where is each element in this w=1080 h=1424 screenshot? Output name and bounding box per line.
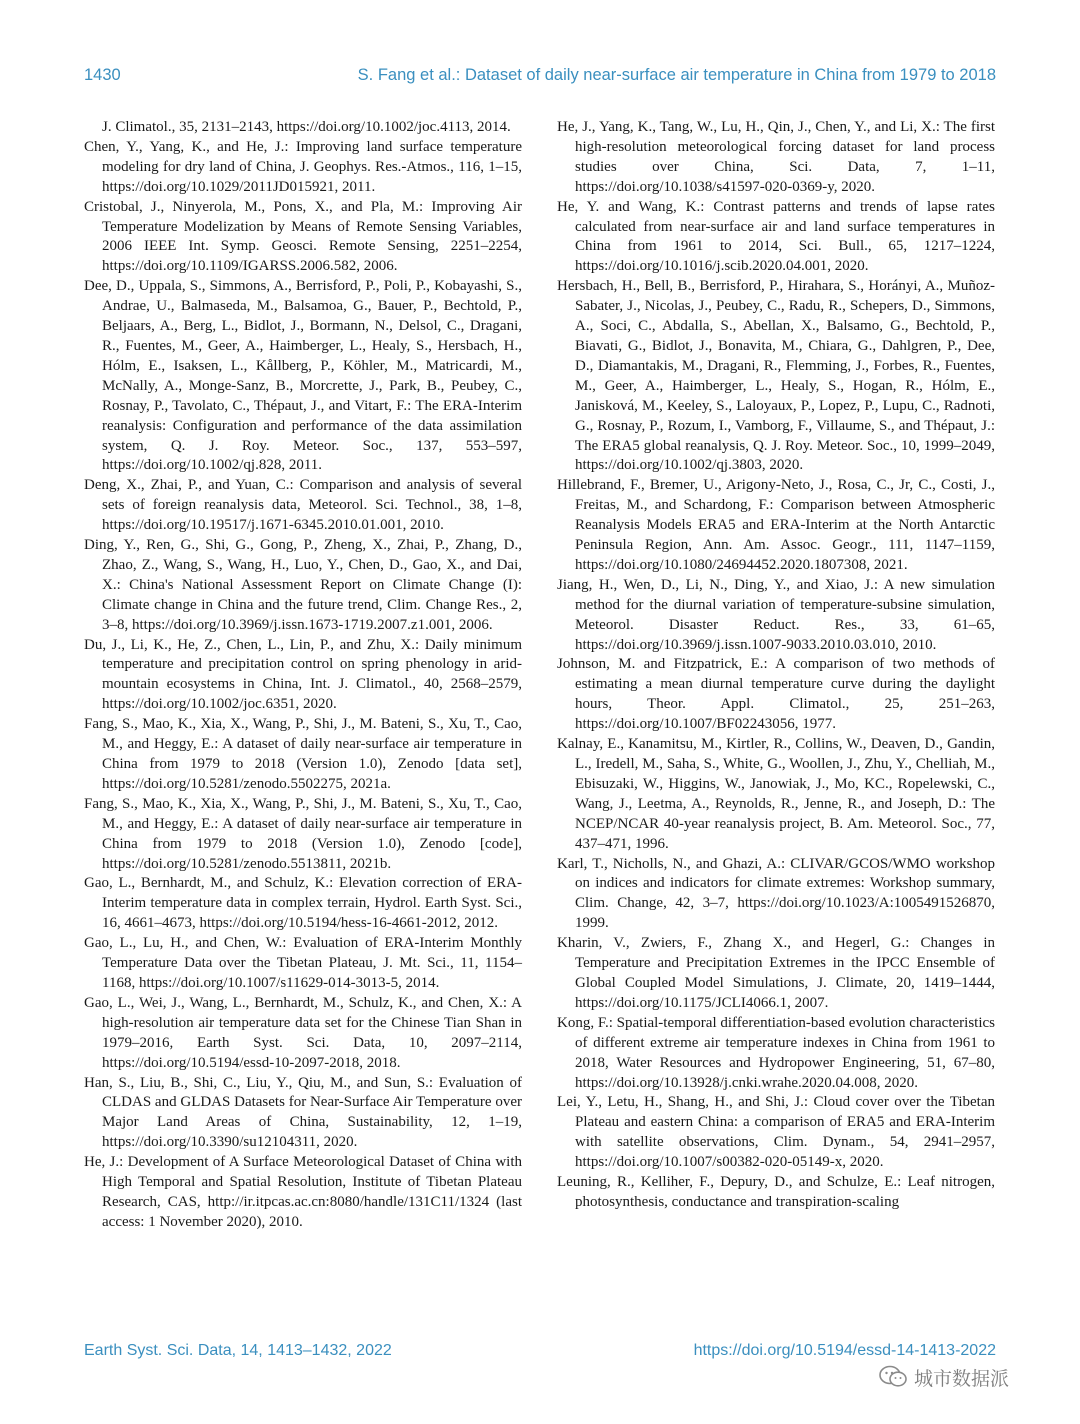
reference-entry: J. Climatol., 35, 2131–2143, https://doi.org/10.1002/joc.4113, 2014. bbox=[102, 119, 511, 135]
running-title: S. Fang et al.: Dataset of daily near-surface air temperature in China from 1979 to 2018 bbox=[357, 66, 996, 84]
reference-entry: Chen, Y., Yang, K., and He, J.: Improving land surface temperature modeling for dry land of China, J. Geophys. Res.-Atmos., 116, 1–15, https://doi.org/10.1029/2011JD015921, 2011. bbox=[84, 138, 522, 195]
reference-entry: Han, S., Liu, B., Shi, C., Liu, Y., Qiu, M., and Sun, S.: Evaluation of CLDAS and GLDAS Datasets for Near-Surface Air Temperature over Major Land Areas of China, Sustainability, 12, 1–19, https://doi.org/10.3390/su12104311, 2020. bbox=[84, 1074, 522, 1151]
reference-entry: Kong, F.: Spatial-temporal differentiation-based evolution characteristics of different extreme air temperature indexes in China from 1961 to 2018, Water Resources and Hydropower Engineering, 51, 67–80, https://doi.org/10.13928/j.cnki.wrahe.2020.04.008, 2020. bbox=[557, 1014, 995, 1091]
reference-entry: Karl, T., Nicholls, N., and Ghazi, A.: CLIVAR/GCOS/WMO workshop on indices and indicators for climate extremes: Workshop summary, Clim. Change, 42, 3–7, https://doi.org/10.1023/A:1005491526870, 1999. bbox=[557, 855, 995, 932]
page-header bbox=[84, 66, 996, 92]
reference-entry: Gao, L., Wei, J., Wang, L., Bernhardt, M., Schulz, K., and Chen, X.: A high-resolution air temperature data set for the Chinese Tian Shan in 1979–2016, Earth Syst. Sci. Data, 10, 2097–2114, https://doi.org/10.5194/essd-10-2097-2018, 2018. bbox=[84, 994, 522, 1071]
watermark bbox=[878, 1362, 1009, 1392]
reference-entry: He, J., Yang, K., Tang, W., Lu, H., Qin, J., Chen, Y., and Li, X.: The first high-resolution meteorological forcing dataset for land process studies over China, Sci. Data, 7, 1–11, https://doi.org/10.1038/s41597-020-0369-y, 2020. bbox=[557, 119, 995, 195]
left-reference-column bbox=[84, 118, 522, 1233]
watermark-text: 城市数据派 bbox=[914, 1367, 1010, 1390]
reference-entry: He, Y. and Wang, K.: Contrast patterns and trends of lapse rates calculated from near-surface air and land surface temperatures in China from 1961 to 2014, Sci. Bull., 65, 1217–1224, https://doi.org/10.1016/j.scib.2020.04.001, 2020. bbox=[557, 198, 995, 275]
page-footer bbox=[84, 1342, 996, 1364]
reference-entry: Du, J., Li, K., He, Z., Chen, L., Lin, P., and Zhu, X.: Daily minimum temperature and precipitation control on spring phenology in arid-mountain ecosystems in China, Int. J. Climatol., 40, 2568–2579, https://doi.org/10.1002/joc.6351, 2020. bbox=[84, 636, 522, 713]
reference-entry: Kharin, V., Zwiers, F., Zhang X., and Hegerl, G.: Changes in Temperature and Precipitation Extremes in the IPCC Ensemble of Global Coupled Model Simulations, J. Climate, 20, 1419–1444, https://doi.org/10.1175/JCLI4066.1, 2007. bbox=[557, 935, 995, 1011]
reference-entry: Hillebrand, F., Bremer, U., Arigony-Neto, J., Rosa, C., Jr, C., Costi, J., Freitas, M., and Schardong, F.: Comparison between Atmospheric Reanalysis Models ERA5 and ERA-Interim at the North Antarctic Peninsula Region, Ann. Am. Assoc. Geogr., 111, 1147–1159, https://doi.org/10.1080/24694452.2020.1807308, 2021. bbox=[557, 477, 995, 573]
right-reference-column bbox=[557, 118, 995, 1213]
reference-entry: Dee, D., Uppala, S., Simmons, A., Berrisford, P., Poli, P., Kobayashi, S., Andrae, U., Balmaseda, M., Balsamoa, G., Bauer, P., Bechtold, P., Beljaars, A., Berg, L., Bidlot, J., Bormann, N., Delsol, C., Dragani, R., Fuentes, M., Geer, A., Haimberger, L., Healy, S., Hersbach, H., Hólm, E., Isaksen, L., Kållberg, P., Köhler, M., Matricardi, M., McNally, A., Monge-Sanz, B., Morcrette, J., Park, B., Peubey, C., Rosnay, P., Tavolato, C., Thépaut, J., and Vitart, F.: The ERA-Interim reanalysis: Configuration and performance of the data assimilation system, Q. J. Roy. Meteor. Soc., 137, 553–597, https://doi.org/10.1002/qj.828, 2011. bbox=[84, 278, 522, 474]
reference-entry: Hersbach, H., Bell, B., Berrisford, P., Hirahara, S., Horányi, A., Muñoz-Sabater, J., Nicolas, J., Peubey, C., Radu, R., Schepers, D., Simmons, A., Soci, C., Abdalla, S., Abellan, X., Balsamo, G., Bechtold, P., Biavati, G., Bidlot, J., Bonavita, M., Chiara, G., Dahlgren, P., Dee, D., Diamantakis, M., Dragani, R., Flemming, J., Forbes, R., Fuentes, M., Geer, A., Haimberger, L., Healy, S., Hogan, R., Hólm, E., Janisková, M., Keeley, S., Laloyaux, P., Lopez, P., Lupu, C., Radnoti, G., Rosnay, P., Rozum, I., Vamborg, F., Villaume, S., and Thépaut, J.: The ERA5 global reanalysis, Q. J. Roy. Meteor. Soc., 10, 1999–2049, https://doi.org/10.1002/qj.3803, 2020. bbox=[557, 278, 995, 474]
article-doi-link[interactable]: https://doi.org/10.5194/essd-14-1413-2022 bbox=[693, 1342, 996, 1359]
reference-entry: Ding, Y., Ren, G., Shi, G., Gong, P., Zheng, X., Zhai, P., Zhang, D., Zhao, Z., Wang, S., Wang, H., Luo, Y., Chen, D., Gao, X., and Dai, X.: China's National Assessment Report on Climate Change (I): Climate change in China and the future trend, Clim. Change Res., 2, 3–8, https://doi.org/10.3969/j.issn.1673-1719.2007.z1.001, 2006. bbox=[84, 537, 522, 633]
reference-entry: Lei, Y., Letu, H., Shang, H., and Shi, J.: Cloud cover over the Tibetan Plateau and eastern China: a comparison of ERA5 and ERA-Interim with satellite observations, Clim. Dynam., 54, 2941–2957, https://doi.org/10.1007/s00382-020-05149-x, 2020. bbox=[557, 1094, 995, 1171]
reference-entry: Gao, L., Lu, H., and Chen, W.: Evaluation of ERA-Interim Monthly Temperature Data over the Tibetan Plateau, J. Mt. Sci., 11, 1154–1168, https://doi.org/10.1007/s11629-014-3013-5, 2014. bbox=[84, 935, 522, 991]
reference-entry: Kalnay, E., Kanamitsu, M., Kirtler, R., Collins, W., Deaven, D., Gandin, L., Iredell, M., Saha, S., White, G., Woollen, J., Zhu, Y., Chelliah, M., Ebisuzaki, W., Higgins, W., Janowiak, J., Mo, KC., Ropelewski, C., Wang, J., Leetma, A., Reynolds, R., Jenne, R., and Joseph, D.: The NCEP/NCAR 40-year reanalysis project, B. Am. Meteorol. Soc., 77, 437–471, 1996. bbox=[557, 736, 995, 852]
journal-citation: Earth Syst. Sci. Data, 14, 1413–1432, 2022 bbox=[84, 1342, 392, 1359]
reference-entry: Fang, S., Mao, K., Xia, X., Wang, P., Shi, J., M. Bateni, S., Xu, T., Cao, M., and Heggy, E.: A dataset of daily near-surface air temperature in China from 1979 to 2018 (Version 1.0), Zenodo [code], https://doi.org/10.5281/zenodo.5513811, 2021b. bbox=[84, 795, 522, 872]
reference-entry: Jiang, H., Wen, D., Li, N., Ding, Y., and Xiao, J.: A new simulation method for the diurnal variation of temperature-subsine simulation, Meteorol. Disaster Reduct. Res., 33, 61–65, https://doi.org/10.3969/j.issn.1007-9033.2010.03.010, 2010. bbox=[557, 576, 995, 653]
reference-entry: Leuning, R., Kelliher, F., Depury, D., and Schulze, E.: Leaf nitrogen, photosynthesis, conductance and transpiration-scaling bbox=[557, 1174, 995, 1210]
reference-entry: Johnson, M. and Fitzpatrick, E.: A comparison of two methods of estimating a mean diurnal temperature curve during the daylight hours, Theor. Appl. Climatol., 25, 251–263, https://doi.org/10.1007/BF02243056, 1977. bbox=[557, 656, 995, 733]
reference-entry: Gao, L., Bernhardt, M., and Schulz, K.: Elevation correction of ERA-Interim temperature data in complex terrain, Hydrol. Earth Syst. Sci., 16, 4661–4673, https://doi.org/10.5194/hess-16-4661-2012, 2012. bbox=[84, 875, 522, 932]
page-number: 1430 bbox=[84, 66, 121, 84]
reference-entry: Fang, S., Mao, K., Xia, X., Wang, P., Shi, J., M. Bateni, S., Xu, T., Cao, M., and Heggy, E.: A dataset of daily near-surface air temperature in China from 1979 to 2018 (Version 1.0), Zenodo [data set], https://doi.org/10.5281/zenodo.5502275, 2021a. bbox=[84, 716, 522, 792]
reference-entry: He, J.: Development of A Surface Meteorological Dataset of China with High Temporal and Spatial Resolution, Institute of Tibetan Plateau Research, CAS, http://ir.itpcas.ac.cn:8080/handle/131C11/1324 (last access: 1 November 2020), 2010. bbox=[84, 1154, 522, 1230]
reference-entry: Deng, X., Zhai, P., and Yuan, C.: Comparison and analysis of several sets of foreign reanalysis data, Meteorol. Sci. Technol., 38, 1–8, https://doi.org/10.19517/j.1671-6345.2010.01.001, 2010. bbox=[84, 477, 522, 534]
chat-bubble-icon bbox=[878, 1364, 908, 1390]
reference-entry: Cristobal, J., Ninyerola, M., Pons, X., and Pla, M.: Improving Air Temperature Modelization by Means of Remote Sensing Variables, 2006 IEEE Int. Symp. Geosci. Remote Sensing, 2251–2254, https://doi.org/10.1109/IGARSS.2006.582, 2006. bbox=[84, 198, 522, 275]
